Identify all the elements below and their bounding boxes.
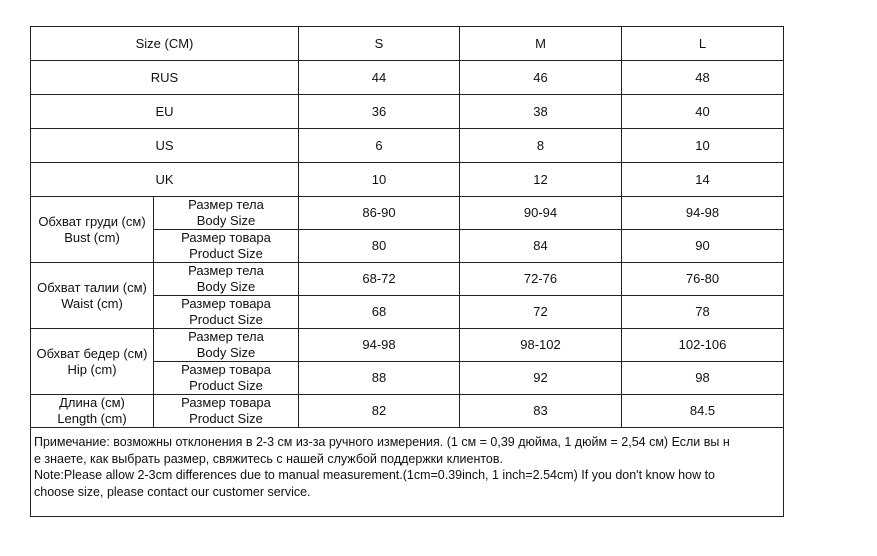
row-label: US — [31, 129, 299, 163]
bust-body-row — [31, 197, 784, 230]
waist-body-row — [31, 263, 784, 296]
hip-label — [31, 329, 154, 395]
note-ru-line-1: Примечание: возможны отклонения в 2-3 см из-за ручного измерения. (1 см = 0,39 дюйма, 1 дюйм = 2,54 см) Если вы н — [34, 435, 730, 449]
table-cell: 78 — [622, 296, 784, 329]
table-cell: 82 — [299, 395, 460, 428]
body-size-label — [154, 197, 299, 230]
label-en: Hip (cm) — [67, 361, 117, 377]
table-cell: 94-98 — [299, 329, 460, 362]
table-cell: 48 — [622, 61, 784, 95]
header-row — [31, 27, 784, 61]
size-s-header: S — [299, 27, 460, 61]
table-cell: 92 — [460, 362, 622, 395]
size-l-header: L — [622, 27, 784, 61]
label-ru: Обхват груди (см) — [38, 213, 146, 229]
table-cell: 68-72 — [299, 263, 460, 296]
label-en: Product Size — [189, 411, 263, 426]
label-ru: Размер товара — [181, 362, 271, 377]
product-size-label — [154, 296, 299, 329]
label-en: Product Size — [189, 378, 263, 393]
note-en-line-1: Note:Please allow 2-3cm differences due to manual measurement.(1cm=0.39inch, 1 inch=2.54cm) If you don't know how to — [34, 468, 715, 482]
table-cell: 84 — [460, 230, 622, 263]
table-cell: 88 — [299, 362, 460, 395]
table-cell: 12 — [460, 163, 622, 197]
table-cell: 8 — [460, 129, 622, 163]
table-cell: 83 — [460, 395, 622, 428]
product-size-label — [154, 362, 299, 395]
table-cell: 36 — [299, 95, 460, 129]
label-en: Waist (cm) — [61, 295, 123, 311]
eu-row — [31, 95, 784, 129]
label-ru: Обхват талии (см) — [37, 279, 147, 295]
label-ru: Размер тела — [188, 329, 264, 344]
label-en: Body Size — [196, 279, 256, 294]
table-cell: 40 — [622, 95, 784, 129]
rus-row — [31, 61, 784, 95]
us-row — [31, 129, 784, 163]
label-en: Product Size — [189, 246, 263, 261]
label-ru: Размер товара — [181, 296, 271, 311]
label-en: Product Size — [189, 312, 263, 327]
label-en: Bust (cm) — [64, 229, 120, 245]
note-ru-line-2: е знаете, как выбрать размер, свяжитесь с нашей службой поддержки клиентов. — [34, 451, 503, 466]
product-size-label — [154, 395, 299, 428]
table-cell: 76-80 — [622, 263, 784, 296]
note-en-line-2: choose size, please contact our customer service. — [34, 484, 311, 499]
waist-label — [31, 263, 154, 329]
size-m-header: M — [460, 27, 622, 61]
size-chart-table — [30, 26, 784, 517]
table-cell: 98 — [622, 362, 784, 395]
note-row — [31, 428, 784, 517]
hip-body-row — [31, 329, 784, 362]
label-ru: Размер тела — [188, 263, 264, 278]
table-cell: 10 — [622, 129, 784, 163]
row-label: RUS — [31, 61, 299, 95]
table-cell: 6 — [299, 129, 460, 163]
body-size-label — [154, 263, 299, 296]
label-ru: Размер товара — [181, 230, 271, 245]
label-ru: Длина (см) — [59, 395, 125, 410]
note-text — [31, 428, 784, 517]
table-cell: 90 — [622, 230, 784, 263]
table-cell: 86-90 — [299, 197, 460, 230]
label-en: Length (cm) — [57, 411, 127, 426]
table-cell: 84.5 — [622, 395, 784, 428]
row-label: UK — [31, 163, 299, 197]
length-row — [31, 395, 784, 428]
label-ru: Размер товара — [181, 395, 271, 410]
table-cell: 68 — [299, 296, 460, 329]
label-en: Body Size — [196, 345, 256, 360]
label-ru: Обхват бедер (см) — [36, 345, 148, 361]
table-cell: 14 — [622, 163, 784, 197]
uk-row — [31, 163, 784, 197]
table-cell: 102-106 — [622, 329, 784, 362]
table-cell: 94-98 — [622, 197, 784, 230]
bust-label — [31, 197, 154, 263]
table-cell: 46 — [460, 61, 622, 95]
table-cell: 80 — [299, 230, 460, 263]
table-cell: 72 — [460, 296, 622, 329]
size-header-cell: Size (CM) — [31, 27, 299, 61]
label-ru: Размер тела — [188, 197, 264, 212]
row-label: EU — [31, 95, 299, 129]
label-en: Body Size — [196, 213, 256, 228]
table-cell: 98-102 — [460, 329, 622, 362]
body-size-label — [154, 329, 299, 362]
table-cell: 10 — [299, 163, 460, 197]
product-size-label — [154, 230, 299, 263]
table-cell: 72-76 — [460, 263, 622, 296]
length-label — [31, 395, 154, 428]
table-cell: 38 — [460, 95, 622, 129]
table-cell: 44 — [299, 61, 460, 95]
table-cell: 90-94 — [460, 197, 622, 230]
